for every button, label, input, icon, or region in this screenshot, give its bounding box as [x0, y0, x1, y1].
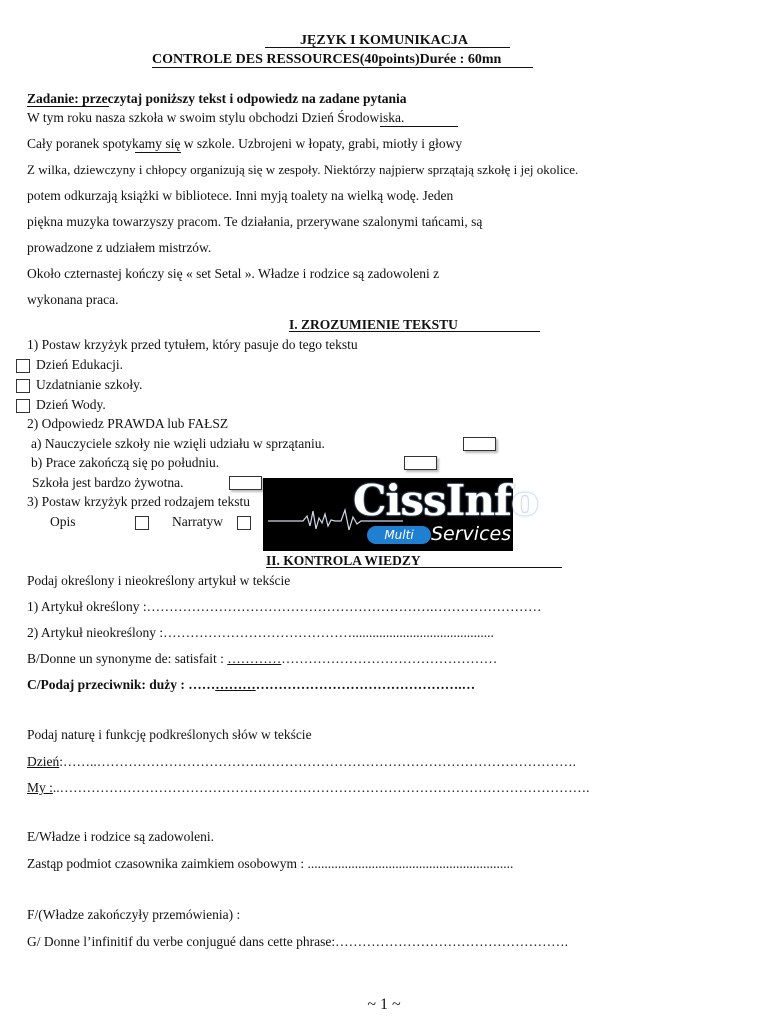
section-1-underline: [289, 331, 540, 332]
task-line: Cały poranek spotykamy się w szkole. Uzbrojeni w łopaty, grabi, miotły i głowy: [27, 136, 463, 151]
checkbox-option-2[interactable]: [16, 379, 30, 393]
section-2-title: II. KONTROLA WIEDZY: [266, 553, 421, 568]
articles-intro: Podaj określony i nieokreślony artykuł w tekście: [27, 573, 291, 588]
page-number: ~ 1 ~: [367, 996, 401, 1013]
question-2a: a) Nauczyciele szkoły nie wzięli udziału w sprzątaniu.: [31, 436, 325, 451]
task-line: Około czternastej kończy się « set Setal ». Władze i rodzice są zadowoleni z: [27, 266, 440, 281]
answer-box-2a[interactable]: [463, 437, 496, 451]
checkbox-option-3[interactable]: [16, 399, 30, 413]
task-line: Z wilka, dziewczyny i chłopcy organizują się w zespoły. Niektórzy najpierw sprzątają szkołę i jej okolice.: [27, 162, 579, 177]
definite-article-field: 1) Artykuł określony :……………………………………………………….……………………: [27, 599, 542, 614]
dzien-field: Dzień:……..……………………………….…………………………………………………………….: [27, 754, 576, 769]
e-task-field: Zastąp podmiot czasownika zaimkiem osobowym : .............................................................: [27, 856, 514, 871]
question-2: 2) Odpowiedz PRAWDA lub FAŁSZ: [27, 416, 229, 431]
answer-box-2c[interactable]: [229, 476, 262, 490]
page-title: JĘZYK I KOMUNIKACJA: [299, 33, 468, 48]
question-2c: Szkoła jest bardzo żywotna.: [32, 475, 184, 490]
option-2-label: Uzdatnianie szkoły.: [36, 377, 143, 392]
synonym-field: B/Donne un synonyme de: satisfait : ……………………………………………………: [27, 651, 498, 666]
word-underline: [135, 152, 181, 153]
task-line: prowadzone z udziałem mistrzów.: [27, 240, 212, 255]
option-opis-label: Opis: [50, 514, 76, 529]
logo-wordmark: CissInfo: [353, 476, 538, 525]
option-narratyw-label: Narratyw: [172, 514, 223, 529]
page-subtitle: CONTROLE DES RESSOURCES(40points)Durée : 60mn: [152, 52, 502, 67]
logo-multi-badge: Multi: [367, 526, 431, 544]
my-field: My :..……………………………………………………………………………………………………….: [27, 780, 590, 795]
answer-box-2b[interactable]: [404, 456, 437, 470]
cissinfo-logo: [263, 476, 538, 551]
task-line: potem odkurzają książki w bibliotece. Inni myją toalety na wielką wodę. Jeden: [27, 188, 454, 203]
task-line: wykonana praca.: [27, 292, 119, 307]
indefinite-article-field: 2) Artykuł nieokreślony :……………………………………..........................................: [27, 625, 494, 640]
section-2-underline: [266, 567, 562, 568]
section-1-title: I. ZROZUMIENIE TEKSTU: [289, 317, 458, 332]
subtitle-underline: [152, 67, 533, 68]
task-heading-underline: [27, 106, 109, 107]
logo-services: Services: [431, 523, 512, 545]
checkbox-option-1[interactable]: [16, 359, 30, 373]
task-heading: Zadanie: przeczytaj poniższy tekst i odpowiedz na zadane pytania: [27, 91, 407, 106]
option-1-label: Dzień Edukacji.: [36, 357, 123, 372]
nature-intro: Podaj naturę i funkcję podkreślonych słów w tekście: [27, 727, 312, 742]
question-3: 3) Postaw krzyżyk przed rodzajem tekstu: [27, 494, 251, 509]
antonym-field: C/Podaj przeciwnik: duży : …………………………………………………….…: [27, 677, 476, 692]
f-sentence: F/(Władze zakończyły przemówienia) :: [27, 907, 241, 922]
task-line: W tym roku nasza szkoła w swoim stylu obchodzi Dzień Środowiska.: [27, 110, 405, 125]
question-1: 1) Postaw krzyżyk przed tytułem, który pasuje do tego tekstu: [27, 337, 358, 352]
word-underline: [380, 126, 458, 127]
g-task-field: G/ Donne l’infinitif du verbe conjugué dans cette phrase:…………………………………………….: [27, 934, 569, 949]
question-2b: b) Prace zakończą się po południu.: [31, 455, 220, 470]
checkbox-opis[interactable]: [135, 516, 149, 530]
checkbox-narratyw[interactable]: [237, 516, 251, 530]
option-3-label: Dzień Wody.: [36, 397, 106, 412]
e-sentence: E/Władze i rodzice są zadowoleni.: [27, 829, 215, 844]
task-line: piękna muzyka towarzyszy pracom. Te działania, przerywane szalonymi tańcami, są: [27, 214, 483, 229]
title-underline: [265, 47, 510, 48]
